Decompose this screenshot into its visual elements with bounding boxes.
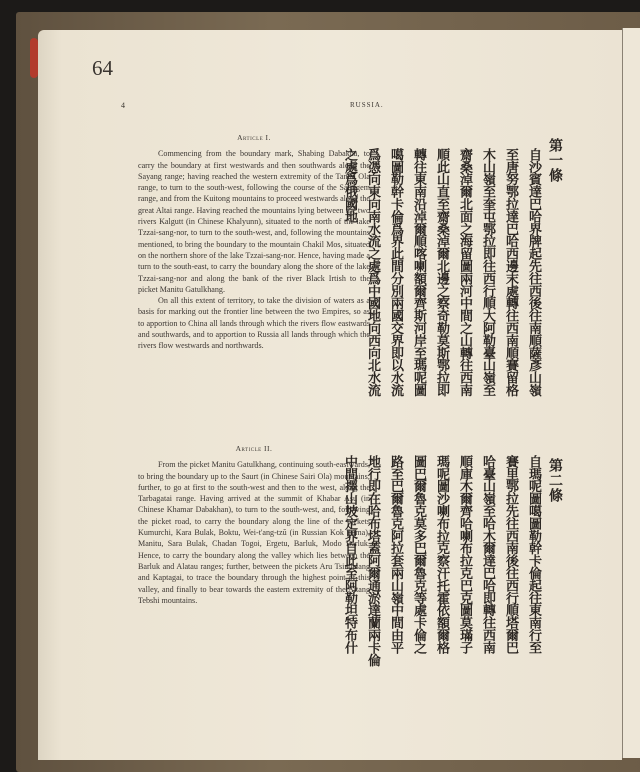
chinese-column: 瑪呢圖沙喇布拉克察汗托霍依額爾格 <box>434 455 449 654</box>
chinese-column: 自沙賓達巴哈界牌起先往西後往南順薩彥山嶺 <box>526 148 541 397</box>
paragraph: Commencing from the boundary mark, Shabing Dabakha, to carry the boundary at first westwards and then southwards along the Sayang range; having reached the western extremity of the Tannu Ola range, to turn to the south-west, following the course of the Sailugem range, and from the Kuitong mountains to proceed westwards along the great Altai range. Having reached the mountains lying between the two rivers Kalgutt (in Chinese Khalyunn), situated to the north of the lake Tzzai-sang-nor, to turn to the south-west, and, following the mountains mentioned, to bring the boundary to the mountain Chakil Mos, situated on the northern shore of the lake Tzzai-sang-nor. Hence, having made a turn to the south-east, to carry the boundary along the shore of the lake Tzzai-sang-nor and along the bank of the river Black Irtish to the picket Manitu Gatulkhang. <box>138 149 370 294</box>
chinese-column: 中間擇山坡定界自此至阿勒坦特布什 <box>342 455 357 654</box>
article-2-english <box>138 443 370 606</box>
chinese-column: 至唐努鄂拉達巴哈西邊末處轉往西南順賽留格 <box>503 148 518 397</box>
chinese-column: 噶圖勒幹卡倫爲界此間分別兩國交界即以水流 <box>388 148 403 397</box>
paragraph: From the picket Manitu Gatulkhang, continuing south-eastwards, to bring the boundary up to the Saurt (in Chinese Sairi Ola) mountains; further, to go at first to the south-west and then to the west, along the Tarbagatai range. Having arrived at the summit of Khabar Asu (in Chinese Khamar Dabakhan), to turn to the south-west, and, following the picket road, to carry the boundary along the line of the pickets Kumurchi, Kara Bulak, Boktu, Wei-t'ang-tzŭ (in Russian Kok Tuma), Manitu, Sara Bulak, Chadan Togoi, Ergetu, Barluk, Modo Barluk. Hence, to carry the boundary along the valley which lies between the Barluk and Alatau ranges; further, between the pickets Aru Tsindalang and Kaptagai, to trace the boundary through the highest point of this valley, and finally to bear towards the eastern extremity of the Altang Tebshi mountains. <box>138 460 370 605</box>
chinese-column: 爲憑向東向南水流之處爲中國地向西向北水流 <box>365 148 380 397</box>
paragraph: On all this extent of territory, to take the division of waters as a basis for marking out the frontier line between the two Empires, so as to apportion to China all lands through which the rivers flow eastwards and southwards, and to apportion to Russia all lands through which the rivers flow westwards and northwards. <box>138 296 370 351</box>
chinese-column: 順此山直至齋桑淖爾北邊之察奇勒莫斯鄂拉即 <box>434 148 449 397</box>
chinese-column: 齋桑淖爾北面之海留圖兩河中間之山轉往西南 <box>457 148 472 397</box>
running-head-number: 4 <box>121 101 125 110</box>
article-2-chinese-title: 第二條 <box>547 458 563 503</box>
chinese-column: 順庫木爾齊哈喇布拉克巴克圖莫璊子 <box>457 455 472 654</box>
red-page-edge <box>30 38 38 78</box>
article-1-english <box>138 132 370 352</box>
chinese-column: 轉往東南沿淖爾順喀喇額爾齊斯河岸至瑪呢圖 <box>411 148 426 397</box>
chinese-column: 圖巴爾魯克莫多巴爾魯克等處卡倫之 <box>411 455 426 654</box>
page-number: 64 <box>92 56 113 80</box>
chinese-column: 賽里鄂拉先往西南後往西行順塔爾巴 <box>503 455 518 654</box>
chinese-column: 路至巴爾魯克阿拉套兩山嶺中間由平 <box>388 455 403 654</box>
chinese-column: 自瑪呢圖噶圖勒幹卡倫起往東南行至 <box>526 455 541 654</box>
article-2-chinese <box>338 455 545 685</box>
article-2-title: Article II. <box>235 444 273 453</box>
article-1-title: Article I. <box>237 133 271 142</box>
article-1-chinese-title: 第一條 <box>547 138 563 183</box>
next-page-edge <box>622 28 640 758</box>
article-1-chinese <box>338 148 545 418</box>
chinese-column: 木山嶺至奎屯鄂拉即往西行順大阿勒臺山嶺至 <box>480 148 495 397</box>
chinese-column: 哈臺山嶺至哈木爾達巴哈即轉往西南 <box>480 455 495 654</box>
running-head-title: RUSSIA. <box>350 101 384 109</box>
chinese-column: 之處爲俄國地 <box>342 148 357 223</box>
chinese-column: 地行即在哈布塔蓋阿爾通淤達蘭兩卡倫 <box>365 455 380 666</box>
